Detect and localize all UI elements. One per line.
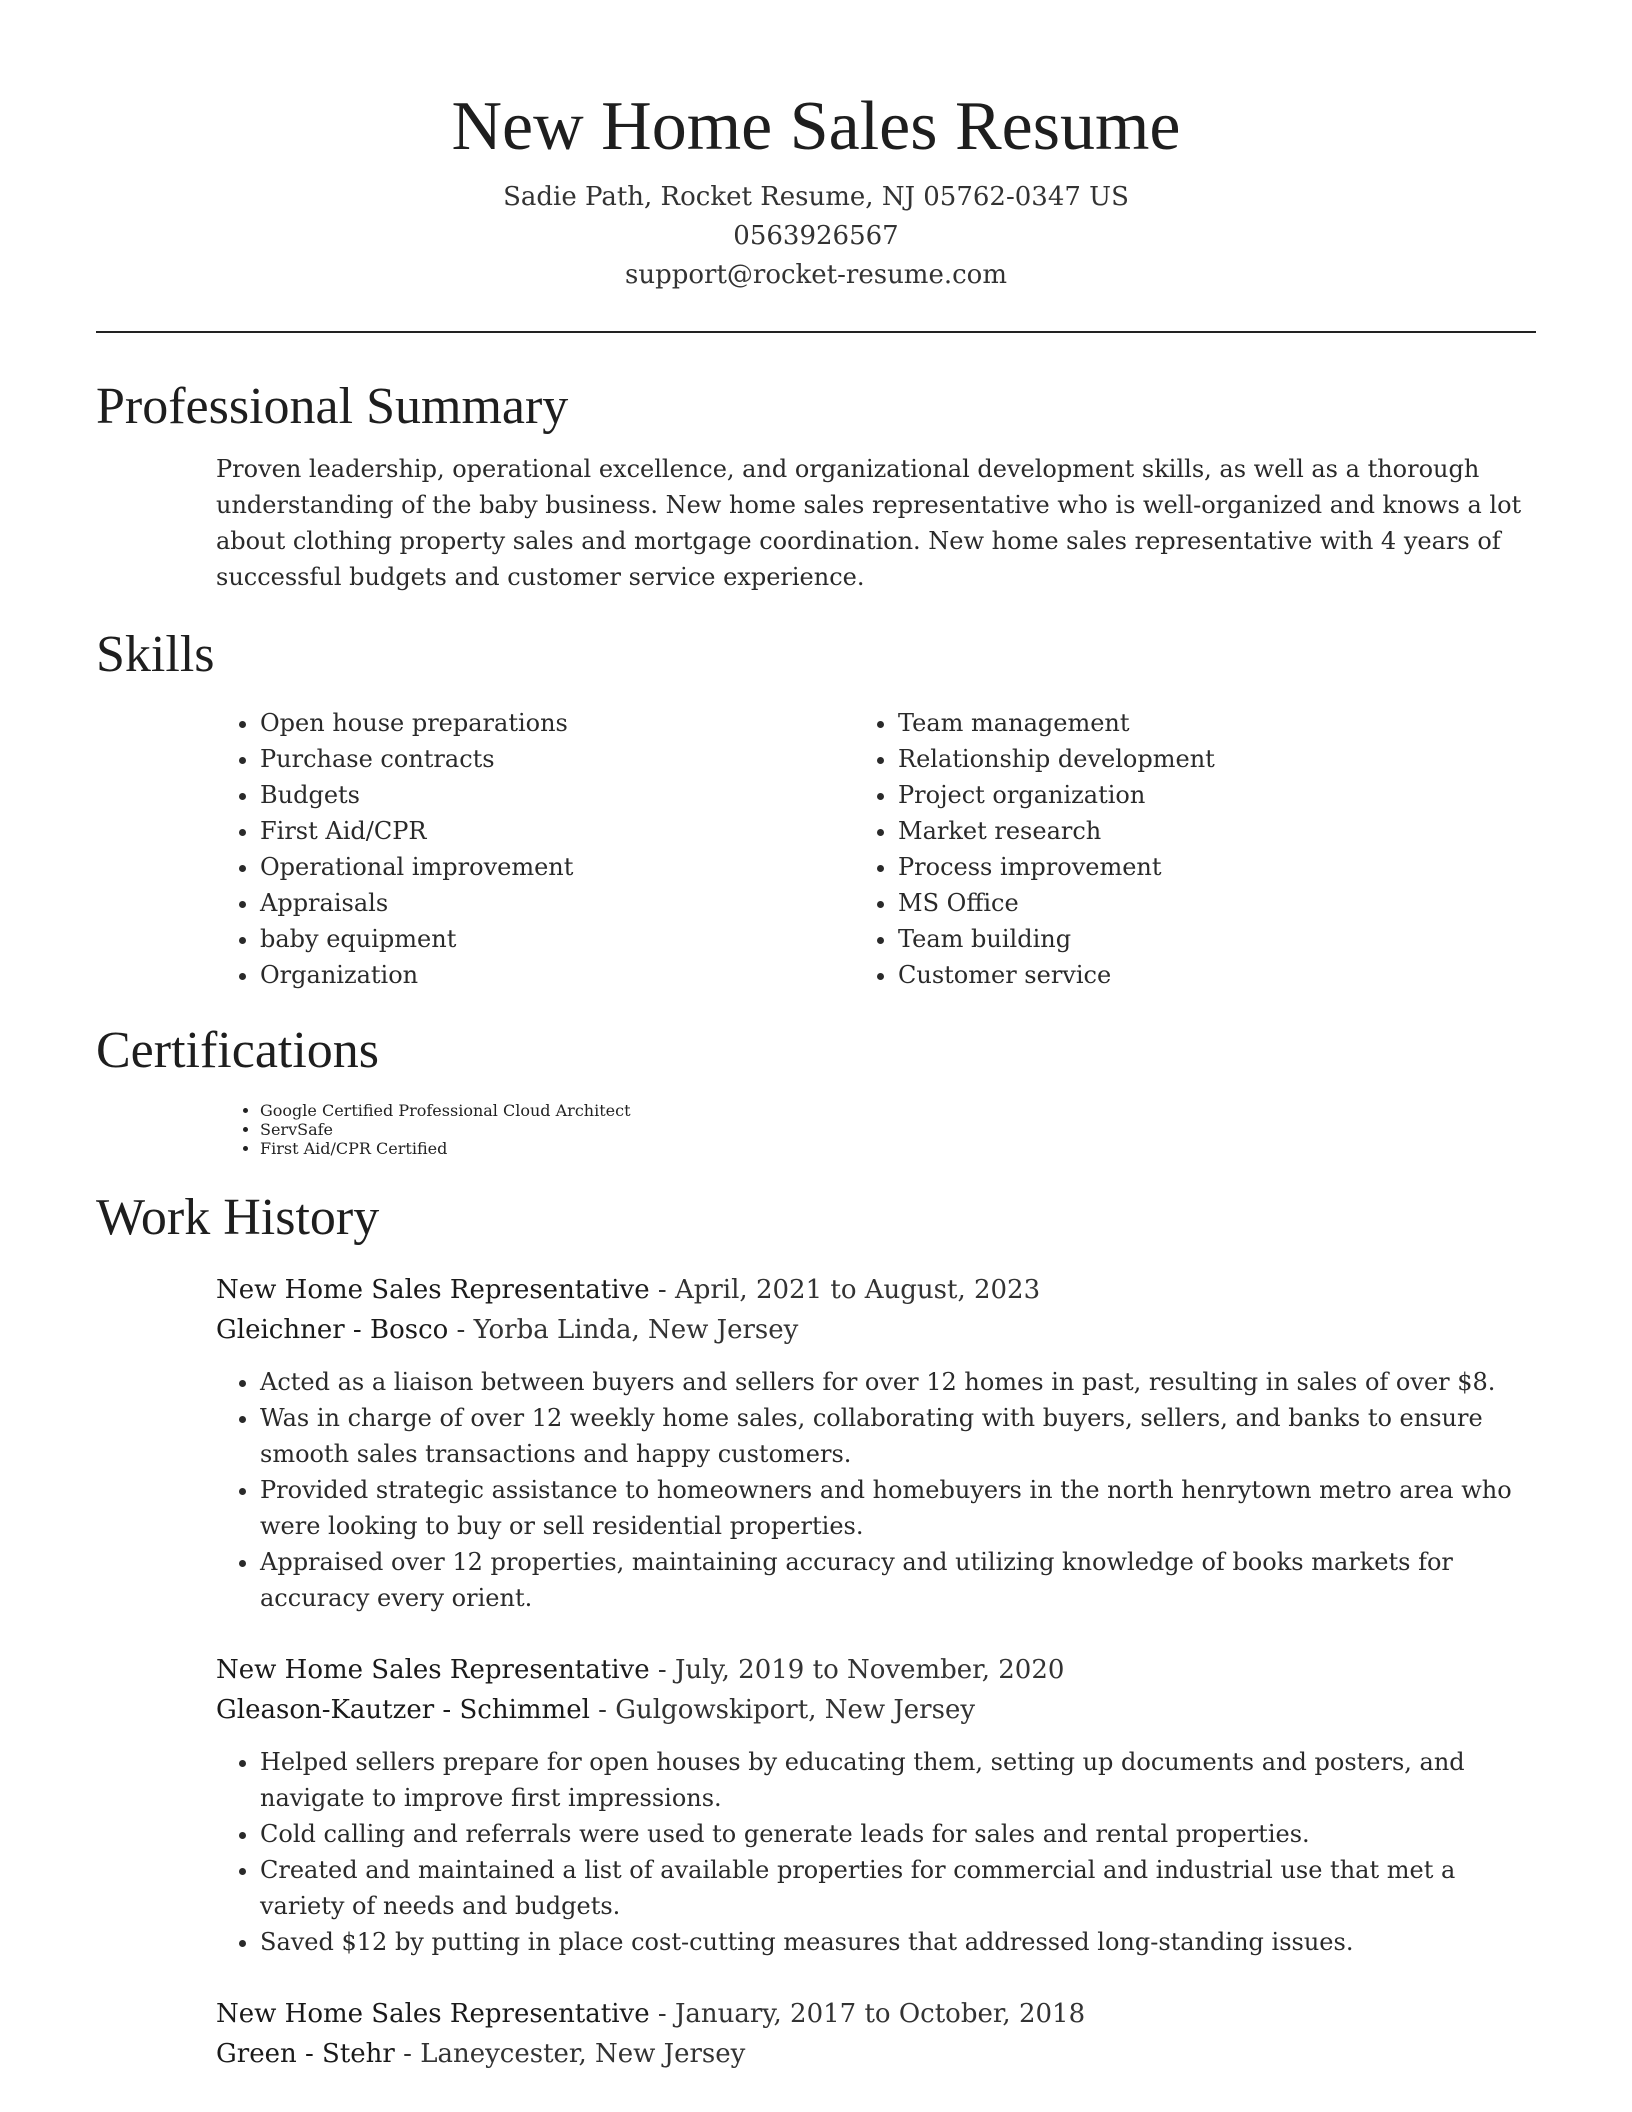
skill-item: • Purchase contracts — [260, 741, 898, 777]
title-date-separator: - — [649, 1999, 675, 2029]
skill-item: • Relationship development — [898, 741, 1536, 777]
job-company-line — [216, 1310, 1536, 1350]
job-company-line — [216, 1690, 1536, 1730]
skill-item: • Operational improvement — [260, 849, 898, 885]
skills-right-list — [898, 705, 1536, 993]
job-location: Gulgowskiport, New Jersey — [615, 1695, 976, 1725]
job-bullet: • Was in charge of over 12 weekly home sales, collaborating with buyers, sellers, and banks to ensure smooth sales transactions and happy customers. — [260, 1400, 1536, 1472]
company-location-separator: - — [448, 1315, 474, 1345]
contact-email: support@rocket-resume.com — [624, 260, 1007, 290]
skills-heading: Skills — [96, 626, 215, 683]
certification-item: • First Aid/CPR Certified — [260, 1139, 1536, 1158]
skill-item: • Market research — [898, 813, 1536, 849]
job-dates: January, 2017 to October, 2018 — [674, 1999, 1086, 2029]
skill-item: • Project organization — [898, 777, 1536, 813]
job-bullet: • Provided strategic assistance to homeowners and homebuyers in the north henrytown metro area who were looking to buy or sell residential properties. — [260, 1472, 1536, 1544]
summary-text: Proven leadership, operational excellence, and organizational development skills, as well as a thorough understanding of the baby business. New home sales representative who is well-organized and knows a lot about clothing property sales and mortgage coordination. New home sales representative with 4 years of successful budgets and customer service experience. — [216, 455, 1522, 591]
job-bullet: • Saved $12 by putting in place cost-cutting measures that addressed long-standing issues. — [260, 1924, 1536, 1960]
skill-item: • Budgets — [260, 777, 898, 813]
job-entry — [216, 1650, 1536, 1960]
skills-left-list — [260, 705, 898, 993]
job-title-line — [216, 1994, 1536, 2034]
contact-block — [96, 178, 1536, 295]
certification-item: • ServSafe — [260, 1120, 1536, 1139]
job-entry — [216, 1270, 1536, 1616]
summary-heading: Professional Summary — [96, 378, 569, 435]
job-company: Green - Stehr — [216, 2039, 395, 2069]
job-company: Gleason-Kautzer - Schimmel — [216, 1695, 590, 1725]
skill-item: • Organization — [260, 957, 898, 993]
job-title: New Home Sales Representative — [216, 1999, 650, 2029]
job-entry — [216, 1994, 1536, 2074]
skill-item: • Open house preparations — [260, 705, 898, 741]
job-location: Laneycester, New Jersey — [420, 2039, 746, 2069]
job-title: New Home Sales Representative — [216, 1275, 650, 1305]
job-bullet: • Created and maintained a list of available properties for commercial and industrial use that met a variety of needs and budgets. — [260, 1852, 1536, 1924]
job-company-line — [216, 2034, 1536, 2074]
job-title-line — [216, 1650, 1536, 1690]
title-date-separator: - — [649, 1275, 675, 1305]
skill-item: • Appraisals — [260, 885, 898, 921]
skill-item: • MS Office — [898, 885, 1536, 921]
skill-item: • Team management — [898, 705, 1536, 741]
resume-title: New Home Sales Resume — [451, 88, 1181, 165]
job-bullet-list — [260, 1364, 1536, 1616]
job-title: New Home Sales Representative — [216, 1655, 650, 1685]
work-history-heading: Work History — [96, 1189, 380, 1246]
company-location-separator: - — [394, 2039, 421, 2069]
job-location: Yorba Linda, New Jersey — [473, 1315, 799, 1345]
skill-item: • Team building — [898, 921, 1536, 957]
title-date-separator: - — [649, 1655, 675, 1685]
skill-item: • First Aid/CPR — [260, 813, 898, 849]
skills-columns — [260, 705, 1536, 993]
job-bullet: • Appraised over 12 properties, maintaining accuracy and utilizing knowledge of books markets for accuracy every orient. — [260, 1544, 1536, 1616]
job-bullet-list — [260, 1744, 1536, 1960]
certification-item: • Google Certified Professional Cloud Architect — [260, 1101, 1536, 1120]
contact-address: Sadie Path, Rocket Resume, NJ 05762-0347 US — [503, 182, 1129, 212]
header-divider — [96, 331, 1536, 333]
contact-phone: 0563926567 — [733, 221, 899, 251]
certifications-list — [260, 1101, 1536, 1158]
certifications-heading: Certifications — [96, 1022, 380, 1079]
job-dates: July, 2019 to November, 2020 — [674, 1655, 1065, 1685]
job-dates: April, 2021 to August, 2023 — [674, 1275, 1041, 1305]
job-title-line — [216, 1270, 1536, 1310]
job-bullet: • Helped sellers prepare for open houses by educating them, setting up documents and posters, and navigate to improve first impressions. — [260, 1744, 1536, 1816]
company-location-separator: - — [589, 1695, 616, 1725]
job-bullet: • Cold calling and referrals were used to generate leads for sales and rental properties. — [260, 1816, 1536, 1852]
skill-item: • baby equipment — [260, 921, 898, 957]
job-bullet: • Acted as a liaison between buyers and sellers for over 12 homes in past, resulting in sales of over $8. — [260, 1364, 1536, 1400]
job-company: Gleichner - Bosco — [216, 1315, 449, 1345]
resume-page — [96, 0, 1536, 2074]
skill-item: • Process improvement — [898, 849, 1536, 885]
skill-item: • Customer service — [898, 957, 1536, 993]
